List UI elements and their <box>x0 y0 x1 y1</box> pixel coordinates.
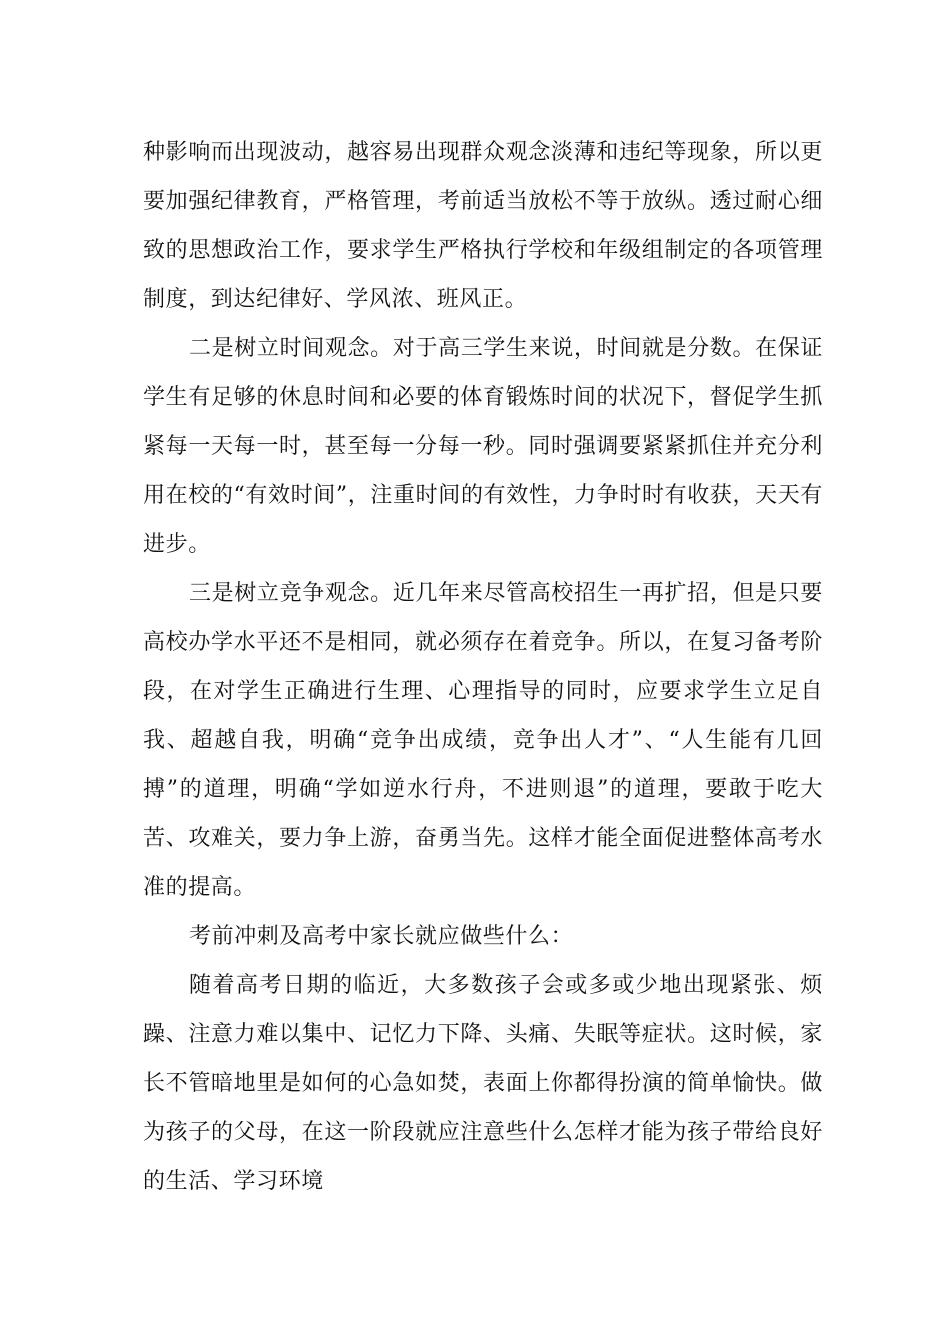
paragraph-parents-heading: 考前冲刺及高考中家长就应做些什么： <box>189 924 574 949</box>
paragraph-parents-advice: 随着高考日期的临近，大多数孩子会或多或少地出现紧张、烦躁、注意力难以集中、记忆力下降、头痛、失眠等症状。这时候，家长不管暗地里是如何的心急如焚，表面上你都得扮演的简单愉快。做为孩子的父母，在这一阶段就应注意些什么怎样才能为孩子带给良好的生活、学习环境 <box>143 973 823 1194</box>
paragraph-competition-concept: 三是树立竞争观念。近几年来尽管高校招生一再扩招，但是只要高校办学水平还不是相同，就必须存在着竞争。所以，在复习备考阶段，在对学生正确进行生理、心理指导的同时，应要求学生立足自我、超越自我，明确“竞争出成绩，竞争出人才”、“人生能有几回搏”的道理，明确“学如逆水行舟，不进则退”的道理，要敢于吃大苦、攻难关，要力争上游，奋勇当先。这样才能全面促进整体高考水准的提高。 <box>143 581 823 900</box>
document-body <box>143 128 823 1206</box>
paragraph-time-concept: 二是树立时间观念。对于高三学生来说，时间就是分数。在保证学生有足够的休息时间和必要的体育锻炼时间的状况下，督促学生抓紧每一天每一时，甚至每一分每一秒。同时强调要紧紧抓住并充分利用在校的“有效时间”，注重时间的有效性，力争时时有收获，天天有进步。 <box>143 336 823 557</box>
paragraph-continuation: 种影响而出现波动，越容易出现群众观念淡薄和违纪等现象，所以更要加强纪律教育，严格管理，考前适当放松不等于放纵。透过耐心细致的思想政治工作，要求学生严格执行学校和年级组制定的各项管理制度，到达纪律好、学风浓、班风正。 <box>143 140 823 312</box>
